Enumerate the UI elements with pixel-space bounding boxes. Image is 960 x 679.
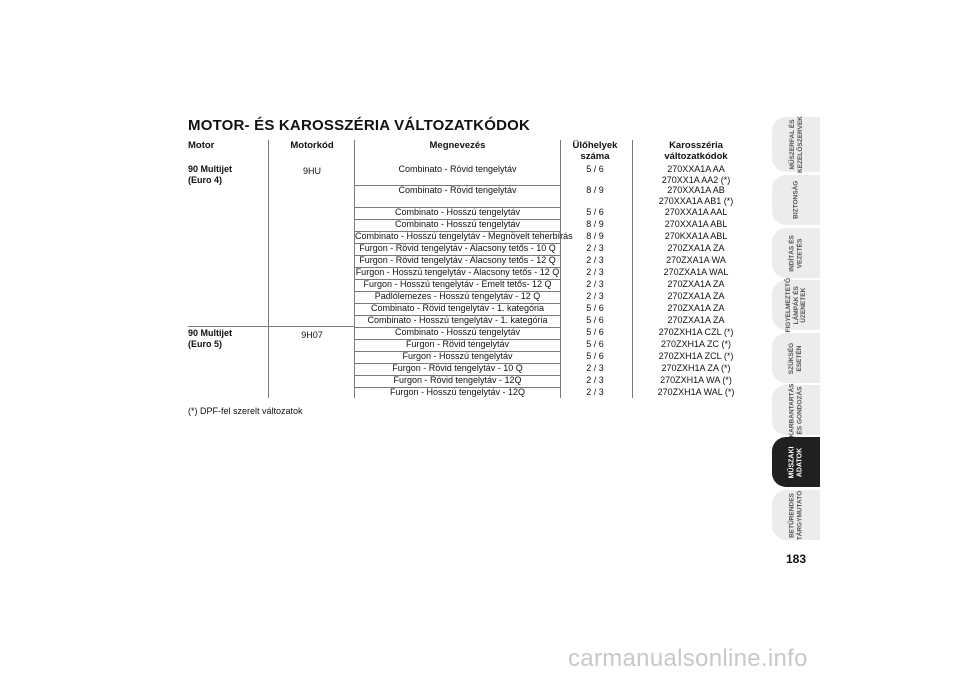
row-divider xyxy=(354,185,560,186)
row-divider xyxy=(354,267,560,268)
motor-label: 90 Multijet (Euro 5) xyxy=(188,328,233,349)
row-seats: 5 / 6 xyxy=(586,327,604,337)
side-tab[interactable] xyxy=(772,228,820,278)
side-tab-label: KARBANTARTÁS ÉS GONDOZÁS xyxy=(788,382,804,438)
side-tab[interactable] xyxy=(772,382,820,438)
row-name: Combinato - Rövid tengelytáv xyxy=(398,164,517,174)
side-tab[interactable] xyxy=(772,333,820,383)
page-title: MOTOR- ÉS KAROSSZÉRIA VÁLTOZATKÓDOK xyxy=(188,117,531,134)
row-seats: 2 / 3 xyxy=(586,363,604,373)
row-seats: 8 / 9 xyxy=(586,185,604,195)
row-name: Furgon - Hosszú tengelytáv xyxy=(402,351,513,361)
row-seats: 5 / 6 xyxy=(586,164,604,174)
row-body-codes: 270XXA1A ABL xyxy=(664,219,728,229)
row-seats: 2 / 3 xyxy=(586,375,604,385)
row-body-codes: 270ZXA1A ZA xyxy=(667,291,725,301)
page-number: 183 xyxy=(785,552,807,566)
row-name: Furgon - Rövid tengelytáv - Alacsony tetős - 10 Q xyxy=(359,243,556,253)
row-divider xyxy=(354,363,560,364)
row-divider xyxy=(354,279,560,280)
row-body-codes: 270ZXH1A WAL (*) xyxy=(657,387,735,397)
row-body-codes: 270XXA1A AB 270XXA1A AB1 (*) xyxy=(658,185,734,206)
row-divider xyxy=(354,231,560,232)
row-name: Furgon - Rövid tengelytáv - 12Q xyxy=(393,375,522,385)
row-name: Furgon - Hosszú tengelytáv - 12Q xyxy=(389,387,526,397)
row-seats: 5 / 6 xyxy=(586,351,604,361)
engine-code: 9HU xyxy=(302,166,321,176)
header-motorkod: Motorkód xyxy=(290,140,334,151)
footnote: (*) DPF-fel szerelt változatok xyxy=(188,406,303,416)
row-body-codes: 270ZXH1A ZCL (*) xyxy=(658,351,734,361)
row-seats: 2 / 3 xyxy=(586,255,604,265)
side-tab[interactable] xyxy=(772,277,820,333)
row-body-codes: 270ZXA1A WA xyxy=(666,255,726,265)
row-body-codes: 270ZXA1A ZA xyxy=(667,243,725,253)
row-name: Furgon - Rövid tengelytáv - 10 Q xyxy=(392,363,523,373)
side-tab-label: BIZTONSÁG xyxy=(792,180,800,220)
row-body-codes: 270ZXA1A ZA xyxy=(667,315,725,325)
side-tab-label: INDÍTÁS ÉS VEZETÉS xyxy=(788,234,803,272)
side-tab-label: MŰSZAKI ADATOK xyxy=(788,446,803,478)
row-seats: 5 / 6 xyxy=(586,339,604,349)
row-body-codes: 270ZXH1A CZL (*) xyxy=(658,327,734,337)
row-name: Furgon - Hosszú tengelytáv - Emelt tetős- 12 Q xyxy=(363,279,552,289)
side-tab-label: MŰSZERFAL ÉS KEZELŐSZERVEK xyxy=(788,116,804,173)
row-seats: 2 / 3 xyxy=(586,243,604,253)
header-karosszeria: Karosszéria változatkódok xyxy=(664,140,728,162)
row-divider xyxy=(354,339,560,340)
row-seats: 2 / 3 xyxy=(586,279,604,289)
row-name: Padlólemezes - Hosszú tengelytáv - 12 Q xyxy=(374,291,541,301)
header-ulohelyek: Ülőhelyek száma xyxy=(572,140,618,162)
row-name: Furgon - Rövid tengelytáv xyxy=(405,339,510,349)
row-body-codes: 270KXA1A ABL xyxy=(664,231,728,241)
row-name: Furgon - Hosszú tengelytáv - Alacsony tetős - 12 Q xyxy=(355,267,560,277)
row-divider xyxy=(354,387,560,388)
row-seats: 2 / 3 xyxy=(586,387,604,397)
engine-code: 9H07 xyxy=(301,330,323,340)
side-tab[interactable] xyxy=(772,490,820,540)
row-body-codes: 270XXA1A AA 270XX1A AA2 (*) xyxy=(661,164,731,185)
row-body-codes: 270XXA1A AAL xyxy=(664,207,728,217)
group-divider xyxy=(188,326,354,327)
row-seats: 8 / 9 xyxy=(586,231,604,241)
row-body-codes: 270ZXH1A ZC (*) xyxy=(660,339,732,349)
row-name: Combinato - Hosszú tengelytáv xyxy=(394,207,521,217)
row-divider xyxy=(354,351,560,352)
side-tab[interactable] xyxy=(772,437,820,487)
row-divider xyxy=(354,207,560,208)
watermark: carmanualsonline.info xyxy=(568,645,808,672)
side-tab-label: SZÜKSÉG ESETÉN xyxy=(788,342,803,374)
row-name: Combinato - Hosszú tengelytáv xyxy=(394,219,521,229)
row-seats: 8 / 9 xyxy=(586,219,604,229)
side-tab[interactable] xyxy=(772,175,820,225)
row-body-codes: 270ZXA1A ZA xyxy=(667,279,725,289)
row-name: Furgon - Rövid tengelytáv - Alacsony tetős - 12 Q xyxy=(359,255,556,265)
row-name: Combinato - Hosszú tengelytáv - Megnövelt teherbírás xyxy=(355,231,573,241)
column-divider xyxy=(560,140,561,398)
row-name: Combinato - Hosszú tengelytáv - 1. kategória xyxy=(367,315,548,325)
row-seats: 5 / 6 xyxy=(586,315,604,325)
row-body-codes: 270ZXH1A WA (*) xyxy=(660,375,732,385)
row-body-codes: 270ZXA1A WAL xyxy=(663,267,729,277)
column-divider xyxy=(632,140,633,398)
row-divider xyxy=(354,315,560,316)
side-tab[interactable] xyxy=(772,117,820,172)
row-name: Combinato - Rövid tengelytáv xyxy=(398,185,517,195)
row-seats: 5 / 6 xyxy=(586,303,604,313)
header-megnevezes: Megnevezés xyxy=(429,140,486,151)
header-motor: Motor xyxy=(188,140,215,151)
side-tab-label: FIGYELMEZTETŐ LÁMPÁK ÉS ÜZENETEK xyxy=(784,277,807,333)
row-name: Combinato - Hosszú tengelytáv xyxy=(394,327,521,337)
row-seats: 2 / 3 xyxy=(586,291,604,301)
row-seats: 5 / 6 xyxy=(586,207,604,217)
row-divider xyxy=(354,243,560,244)
row-divider xyxy=(354,291,560,292)
side-tab-label: BETŰRENDES TÁRGYMUTATÓ xyxy=(788,490,803,540)
column-divider xyxy=(268,140,269,398)
row-body-codes: 270ZXA1A ZA xyxy=(667,303,725,313)
row-seats: 2 / 3 xyxy=(586,267,604,277)
row-divider xyxy=(354,375,560,376)
row-body-codes: 270ZXH1A ZA (*) xyxy=(661,363,731,373)
motor-label: 90 Multijet (Euro 4) xyxy=(188,164,233,185)
row-divider xyxy=(354,219,560,220)
row-divider xyxy=(354,255,560,256)
row-divider xyxy=(354,327,560,328)
row-name: Combinato - Rövid tengelytáv - 1. kategória xyxy=(370,303,545,313)
row-divider xyxy=(354,303,560,304)
